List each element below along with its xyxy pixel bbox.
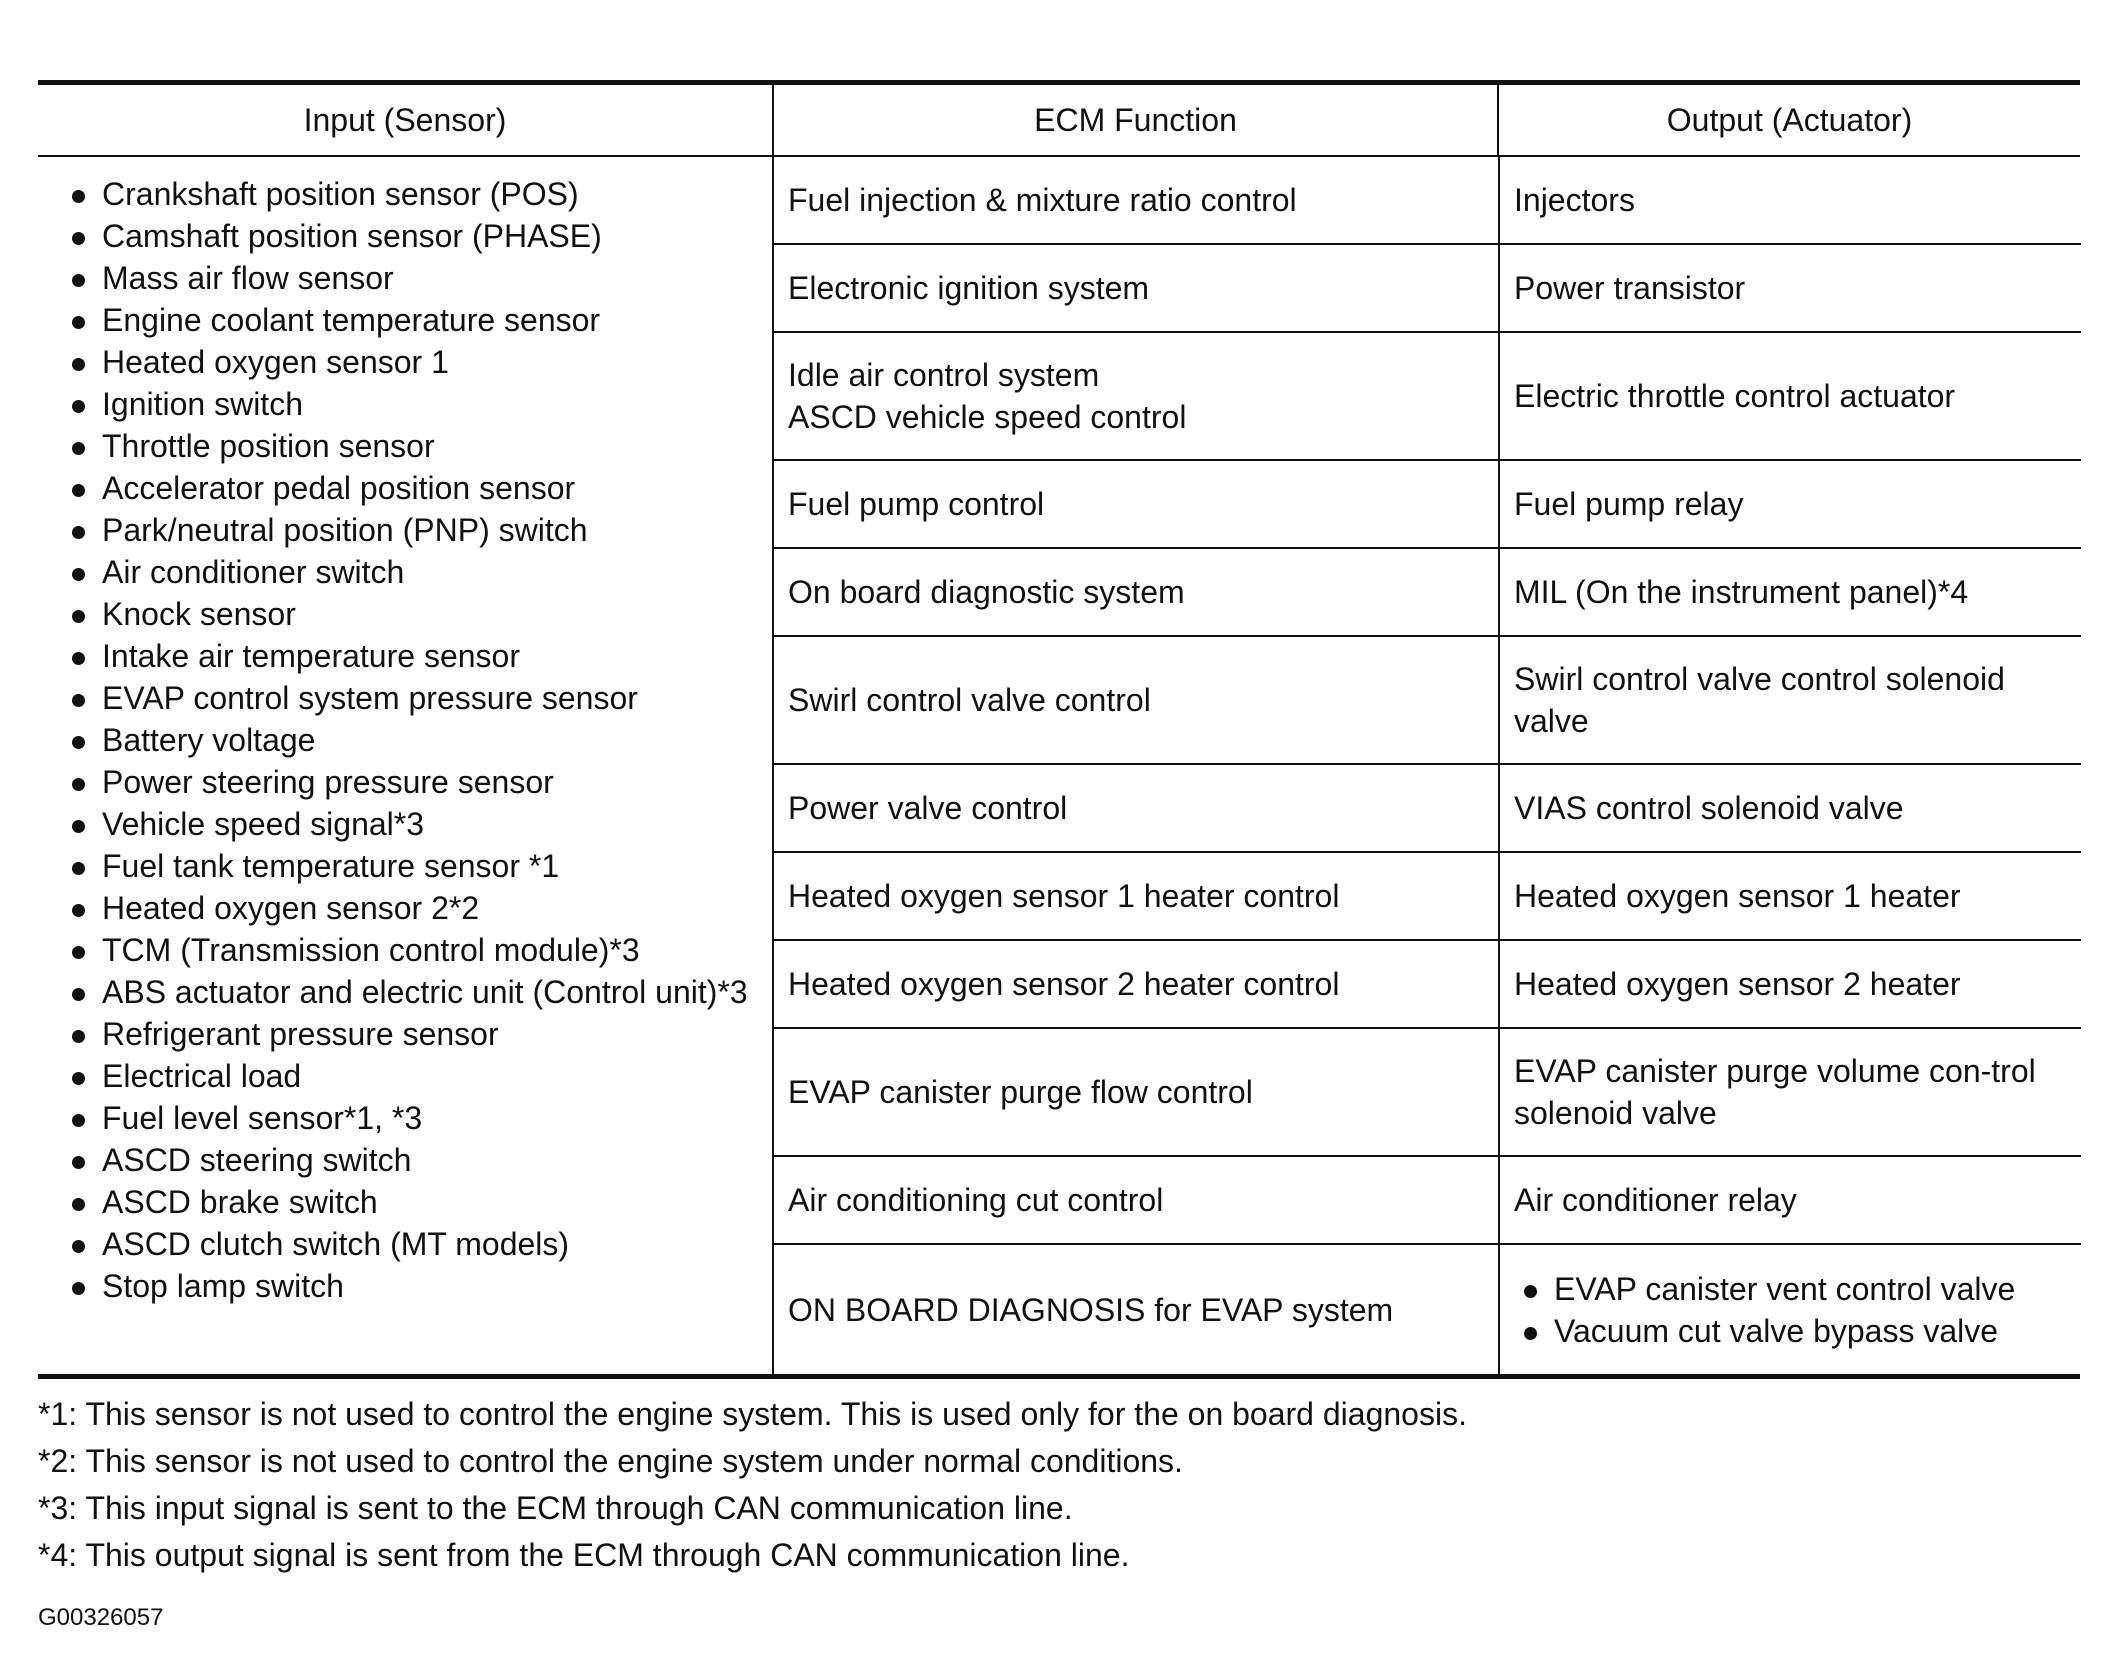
output-actuator-cell: Heated oxygen sensor 2 heater <box>1499 940 2081 1028</box>
ecm-io-table <box>38 80 2080 1379</box>
table-header-row <box>38 83 2080 157</box>
footnotes <box>38 1391 2080 1579</box>
input-sensor-item: EVAP control system pressure sensor <box>102 677 762 719</box>
input-sensor-item: Air conditioner switch <box>102 551 762 593</box>
input-sensor-item: TCM (Transmission control module)*3 <box>102 929 762 971</box>
output-actuator-cell: Air conditioner relay <box>1499 1156 2081 1244</box>
output-actuator-list <box>1514 1268 2067 1352</box>
ecm-function-line: Idle air control system <box>788 357 1100 393</box>
table-row <box>774 1156 2081 1244</box>
table-row <box>774 852 2081 940</box>
ecm-io-document <box>38 80 2080 1633</box>
function-output-table <box>774 157 2081 1374</box>
output-actuator-cell: VIAS control solenoid valve <box>1499 764 2081 852</box>
ecm-function-line: ASCD vehicle speed control <box>788 399 1187 435</box>
table-row <box>774 548 2081 636</box>
table-row <box>774 1244 2081 1374</box>
input-sensor-item: Mass air flow sensor <box>102 257 762 299</box>
ecm-function-cell: Fuel pump control <box>774 460 1499 548</box>
input-sensor-item: Battery voltage <box>102 719 762 761</box>
output-actuator-cell: Electric throttle control actuator <box>1499 332 2081 460</box>
input-sensor-item: Accelerator pedal position sensor <box>102 467 762 509</box>
ecm-function-cell: EVAP canister purge flow control <box>774 1028 1499 1156</box>
footnote-3: *3: This input signal is sent to the ECM through CAN communication line. <box>38 1490 1073 1526</box>
input-sensor-item: ASCD clutch switch (MT models) <box>102 1223 762 1265</box>
input-sensor-item: Intake air temperature sensor <box>102 635 762 677</box>
output-actuator-cell <box>1499 1244 2081 1374</box>
ecm-function-cell: Air conditioning cut control <box>774 1156 1499 1244</box>
output-actuator-cell: Swirl control valve control solenoid valve <box>1499 636 2081 764</box>
input-sensor-item: Ignition switch <box>102 383 762 425</box>
input-sensor-list <box>38 157 772 1319</box>
ecm-function-cell: Swirl control valve control <box>774 636 1499 764</box>
ecm-function-cell: Heated oxygen sensor 2 heater control <box>774 940 1499 1028</box>
ecm-function-cell <box>774 332 1499 460</box>
figure-code: G00326057 <box>38 1604 164 1631</box>
table-row <box>774 460 2081 548</box>
output-actuator-cell: Fuel pump relay <box>1499 460 2081 548</box>
input-sensor-item: ABS actuator and electric unit (Control unit)*3 <box>102 971 762 1013</box>
ecm-function-cell: Heated oxygen sensor 1 heater control <box>774 852 1499 940</box>
footnote-4: *4: This output signal is sent from the ECM through CAN communication line. <box>38 1537 1130 1573</box>
input-sensor-item: Vehicle speed signal*3 <box>102 803 762 845</box>
input-sensor-item: ASCD brake switch <box>102 1181 762 1223</box>
ecm-function-cell: Fuel injection & mixture ratio control <box>774 157 1499 244</box>
ecm-function-cell: On board diagnostic system <box>774 548 1499 636</box>
table-row <box>774 332 2081 460</box>
input-sensor-item: Refrigerant pressure sensor <box>102 1013 762 1055</box>
input-sensor-item: Engine coolant temperature sensor <box>102 299 762 341</box>
table-row <box>774 764 2081 852</box>
input-sensor-item: Crankshaft position sensor (POS) <box>102 173 762 215</box>
input-sensor-item: Power steering pressure sensor <box>102 761 762 803</box>
input-sensor-item: Heated oxygen sensor 2*2 <box>102 887 762 929</box>
footnote-2: *2: This sensor is not used to control the engine system under normal conditions. <box>38 1443 1183 1479</box>
output-actuator-item: Vacuum cut valve bypass valve <box>1554 1310 2067 1352</box>
input-sensor-item: Fuel tank temperature sensor *1 <box>102 845 762 887</box>
output-actuator-item: EVAP canister vent control valve <box>1554 1268 2067 1310</box>
header-ecm-function: ECM Function <box>773 83 1498 157</box>
input-sensor-cell <box>38 156 773 1377</box>
output-actuator-cell: Injectors <box>1514 182 1635 218</box>
output-actuator-cell: EVAP canister purge volume con-trol solenoid valve <box>1499 1028 2081 1156</box>
ecm-function-cell: Electronic ignition system <box>774 244 1499 332</box>
table-row <box>774 157 2081 244</box>
footnote-1: *1: This sensor is not used to control the engine system. This is used only for the on board diagnosis. <box>38 1396 1467 1432</box>
input-sensor-item: ASCD steering switch <box>102 1139 762 1181</box>
ecm-function-cell: Power valve control <box>774 764 1499 852</box>
input-sensor-item: Throttle position sensor <box>102 425 762 467</box>
output-actuator-cell: MIL (On the instrument panel)*4 <box>1499 548 2081 636</box>
input-sensor-item: Camshaft position sensor (PHASE) <box>102 215 762 257</box>
table-row <box>774 636 2081 764</box>
function-output-cell <box>773 156 2080 1377</box>
output-actuator-cell: Heated oxygen sensor 1 heater <box>1499 852 2081 940</box>
input-sensor-item: Knock sensor <box>102 593 762 635</box>
header-input-sensor: Input (Sensor) <box>38 83 773 157</box>
input-sensor-item: Stop lamp switch <box>102 1265 762 1307</box>
output-actuator-cell: Power transistor <box>1499 244 2081 332</box>
table-row <box>774 1028 2081 1156</box>
input-sensor-item: Electrical load <box>102 1055 762 1097</box>
ecm-function-cell: ON BOARD DIAGNOSIS for EVAP system <box>774 1244 1499 1374</box>
input-sensor-item: Heated oxygen sensor 1 <box>102 341 762 383</box>
table-row <box>774 244 2081 332</box>
input-sensor-item: Park/neutral position (PNP) switch <box>102 509 762 551</box>
header-output-actuator: Output (Actuator) <box>1498 83 2080 157</box>
input-sensor-item: Fuel level sensor*1, *3 <box>102 1097 762 1139</box>
table-row <box>774 940 2081 1028</box>
